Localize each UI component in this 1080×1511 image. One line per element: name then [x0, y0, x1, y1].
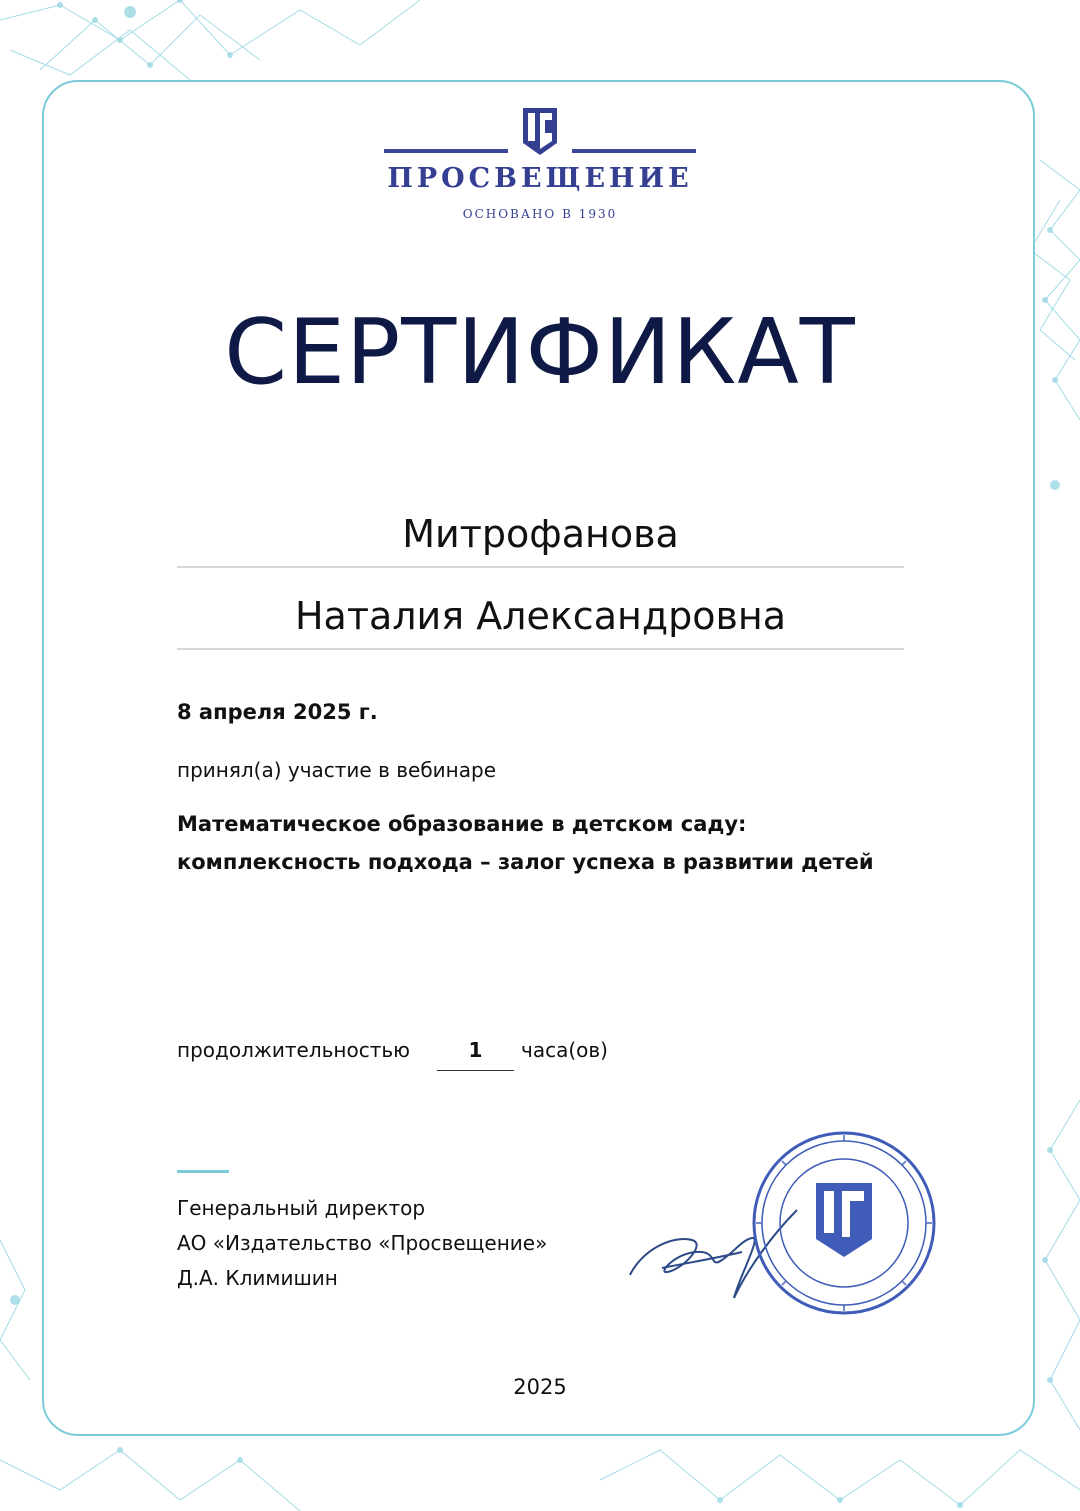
participation-text: принял(а) участие в вебинаре: [177, 758, 496, 782]
prosveshchenie-emblem-icon: [520, 105, 560, 157]
company-seal: [748, 1127, 940, 1319]
certificate-title: СЕРТИФИКАТ: [224, 300, 856, 405]
logo-line-right: [572, 149, 696, 153]
recipient-surname: Митрофанова: [177, 512, 904, 568]
publisher-logo: [380, 105, 700, 225]
accent-divider: [177, 1170, 229, 1173]
recipient-given-names: Наталия Александровна: [177, 594, 904, 650]
signatory-name: Д.А. Климишин: [177, 1266, 338, 1290]
certificate-year: 2025: [513, 1375, 567, 1399]
duration-unit: часа(ов): [521, 1038, 608, 1062]
signatory-block: [177, 1191, 547, 1296]
duration-label: продолжительностью: [177, 1038, 410, 1062]
webinar-title: Математическое образование в детском саду: комплексность подхода – залог успеха в развитии детей: [177, 812, 874, 874]
signatory-organization: АО «Издательство «Просвещение»: [177, 1231, 548, 1255]
logo-founded: ОСНОВАНО В 1930: [462, 207, 618, 221]
event-date: 8 апреля 2025 г.: [177, 700, 378, 724]
duration-value: 1: [437, 1038, 514, 1071]
duration-row: [177, 1038, 677, 1078]
logo-line-left: [384, 149, 508, 153]
signatory-position: Генеральный директор: [177, 1196, 426, 1220]
logo-name: ПРОСВЕЩЕНИЕ: [387, 163, 693, 194]
